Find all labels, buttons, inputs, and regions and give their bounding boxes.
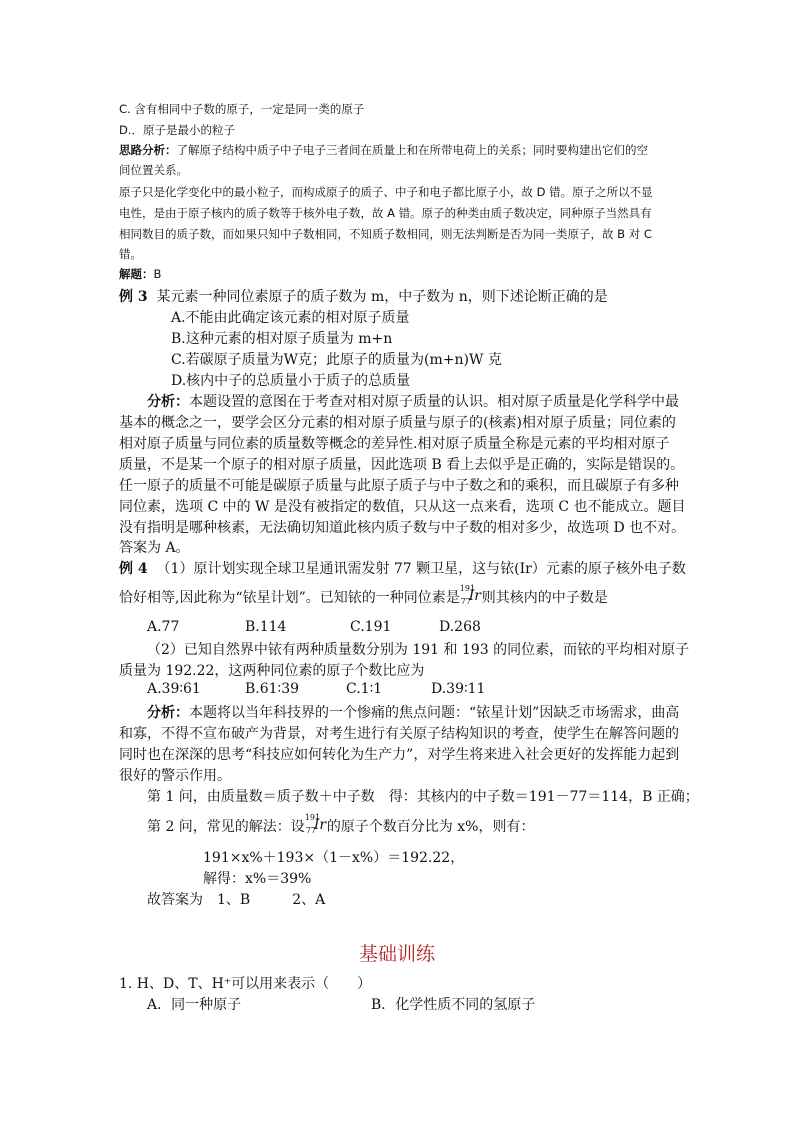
example4-q2-option-a: A.39∶61	[147, 681, 201, 697]
isotope-notation	[459, 584, 482, 606]
isotope-symbol: Ir	[313, 817, 327, 833]
example3-option-d: D.核内中子的总质量小于质子的总质量	[171, 373, 411, 389]
analysis1-body-line: 相同数目的质子数，而如果只知中子数相同，不知质子数相同，则无法判断是否为同一类原子，故 B 对 C	[119, 227, 652, 241]
equation-1: 191×x%＋193×（1－x%）＝192.22，	[203, 850, 465, 866]
example4-question1-line2	[119, 584, 608, 607]
example4-solution2	[147, 813, 535, 836]
practice-question-1: 1. H、D、T、H⁺可以用来表示（ ）	[119, 976, 372, 992]
example4-solution1: 第 1 问，由质量数＝质子数＋中子数 得：其核内的中子数＝191－77＝114，B 正确；	[147, 789, 699, 805]
example4-analysis-first-text: 本题将以当年科技界的一个惨痛的焦点问题：“铱星计划”因缺乏市场需求，曲高	[189, 705, 680, 721]
equation-2: 解得：x%＝39%	[203, 871, 312, 887]
option-c-previous: C. 含有相同中子数的原子，一定是同一类的原子	[119, 102, 365, 116]
example4-sol2-post: 的原子个数百分比为 x%，则有：	[326, 819, 535, 835]
example3-analysis-line: 没有指明是哪种核素，无法确切知道此核内质子数与中子数的相对多少，故选项 D 也不对。	[119, 520, 686, 536]
example4-q1-option-c: C.191	[350, 619, 392, 635]
example3-analysis-line: 基本的概念之一，要学会区分元素的相对原子质量与原子的(核素)相对原子质量；同位素的	[119, 415, 676, 431]
example3-analysis-line: 答案为 A。	[119, 540, 190, 556]
isotope-notation	[304, 813, 327, 835]
isotope-symbol: Ir	[468, 588, 481, 604]
example3-analysis-first-text: 本题设置的意图在于考查对相对原子质量的认识。相对原子质量是化学科学中最	[189, 394, 679, 410]
analysis1-body-line: 错。	[119, 247, 142, 261]
example4-q2-option-d: D.39∶11	[431, 681, 486, 697]
isotope-number: 77	[460, 597, 471, 606]
section-title: 基础训练	[359, 943, 436, 965]
example4-q1-option-d: D.268	[439, 619, 481, 635]
example3-analysis-label: 分析：	[147, 394, 189, 410]
analysis1-body-line: 原子只是化学变化中的最小粒子，而构成原子的质子、中子和电子都比原子小，故 D 错。原子之所以不显	[119, 185, 653, 199]
example4-q1-post: 则其核内的中子数是	[481, 590, 608, 606]
example3-question-text: 某元素一种同位素原子的质子数为 m，中子数为 n，则下述论断正确的是	[156, 289, 608, 305]
final-answer: 故答案为 1、B 2、A	[147, 892, 326, 908]
practice-q1-option-b: B．化学性质不同的氢原子	[371, 997, 536, 1013]
example4-sol2-pre: 第 2 问，常见的解法：设	[147, 819, 305, 835]
example3-option-a: A.不能由此确定该元素的相对原子质量	[171, 310, 410, 326]
example4-q2-option-c: C.1∶1	[346, 681, 383, 697]
isotope-mass: 191	[459, 584, 476, 593]
analysis1-line1	[119, 142, 648, 158]
example4-label: 例 4	[119, 561, 148, 577]
example4-q1-text: （1）原计划实现全球卫星通讯需发射 77 颗卫星，这与铱(Ir）元素的原子核外电子数	[156, 561, 686, 577]
example4-question1-line1	[119, 558, 686, 578]
option-d-previous: D.．原子是最小的粒子	[119, 123, 236, 137]
example4-analysis-line: 同时也在深深的思考“科技应如何转化为生产力”，对学生将来进入社会更好的发挥能力起到	[119, 747, 680, 763]
example4-question2-line1: （2）已知自然界中铱有两种质量数分别为 191 和 193 的同位素，而铱的平均相对原子	[147, 642, 690, 658]
example3-option-c: C.若碳原子质量为W克；此原子的质量为(m+n)W 克	[171, 352, 502, 368]
answer-label: 解题：	[119, 267, 154, 281]
example4-analysis-line: 和寡，不得不宣布破产为背景，对考生进行有关原子结构知识的考查，使学生在解答问题的	[119, 726, 679, 742]
example3-analysis-line: 质量，不是某一个原子的相对原子质量，因此选项 B 看上去似乎是正确的，实际是错误的。	[119, 457, 685, 473]
example4-q2-option-b: B.61∶39	[245, 681, 300, 697]
example4-q1-pre: 恰好相等,因此称为“铱星计划”。已知铱的一种同位素是	[119, 590, 460, 606]
example4-q1-option-b: B.114	[245, 619, 287, 635]
example3-analysis-line: 同位素，选项 C 中的 W 是没有被指定的数值，只从这一点来看，选项 C 也不能成立。题目	[119, 499, 686, 515]
example3-analysis-line: 相对原子质量与同位素的质量数等概念的差异性.相对原子质量全称是元素的平均相对原子	[119, 436, 670, 452]
isotope-mass: 191	[304, 813, 321, 822]
example3-analysis-first	[147, 391, 679, 411]
analysis1-line2: 间位置关系。	[119, 163, 188, 177]
example4-analysis-line: 很好的警示作用。	[119, 768, 231, 784]
example4-q1-option-a: A.77	[147, 619, 180, 635]
example3-label: 例 3	[119, 289, 148, 305]
answer-value: B	[153, 267, 162, 281]
isotope-number: 77	[305, 826, 316, 835]
example4-question2-line2: 质量为 192.22，这两种同位素的原子个数比应为	[119, 663, 425, 679]
example4-analysis-label: 分析：	[147, 705, 189, 721]
practice-q1-option-a: A．同一种原子	[147, 997, 242, 1013]
analysis1-label: 思路分析：	[119, 143, 177, 157]
example3-question	[119, 286, 608, 306]
example3-analysis-line: 任一原子的质量不可能是碳原子质量与此原子质子与中子数之和的乘积，而且碳原子有多种	[119, 478, 679, 494]
example3-option-b: B.这种元素的相对原子质量为 m+n	[171, 331, 393, 347]
analysis1-text1: 了解原子结构中质子中子电子三者间在质量上和在所带电荷上的关系；同时要构建出它们的空	[176, 143, 648, 157]
analysis1-body-line: 电性，是由于原子核内的质子数等于核外电子数，故 A 错。原子的种类由质子数决定，同种原子当然具有	[119, 206, 652, 220]
example4-analysis-first	[147, 702, 679, 722]
analysis1-answer	[119, 266, 161, 282]
